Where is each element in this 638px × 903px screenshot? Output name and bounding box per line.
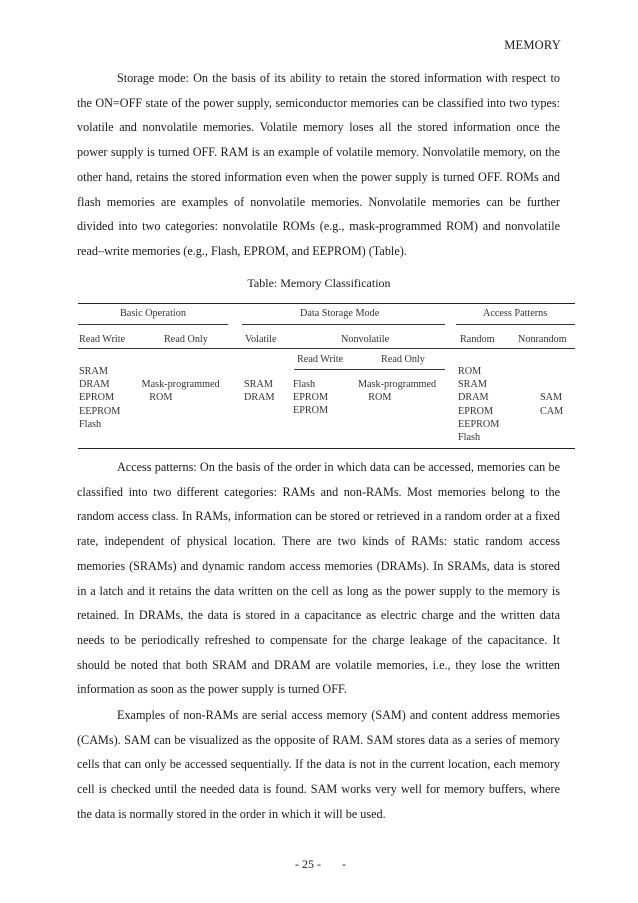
- subcol-nv-read-write: Read Write: [297, 354, 344, 365]
- cell-random: ROM SRAM DRAM EPROM EEPROM Flash: [458, 366, 500, 444]
- cell-read-only: Mask-programmed ROM: [141, 379, 220, 404]
- cell-nonrandom: SAM CAM: [540, 392, 564, 417]
- page-footer-suffix: -: [342, 857, 346, 871]
- table-bottom-rule: [78, 448, 575, 449]
- paragraph-storage-mode: Storage mode: On the basis of its ability to retain the stored information with respect to the ON=OFF state of the power supply, semiconductor memories can be classified into two types: volatile and nonvolatile memories. Volatile memory loses all the stored information once the power supply is turned OFF. RAM is an example of volatile memory. Nonvolatile memory, on the other hand, retains the stored information even when the power supply is turned OFF. ROMs and flash memories are examples of nonvolatile memories. Nonvolatile memories can be further divided into two categories: nonvolatile ROMs (e.g., mask-programmed ROM) and nonvolatile read–write memories (e.g., Flash, EPROM, and EEPROM) (Table).: [77, 71, 560, 258]
- col-nonrandom: Nonrandom: [518, 334, 567, 345]
- page-footer: [295, 857, 346, 872]
- group-access-patterns: Access Patterns: [483, 308, 548, 319]
- rule-access-patterns: [456, 324, 575, 325]
- cell-nv-read-write: Flash EPROM EPROM: [293, 379, 329, 417]
- table-caption: Table: Memory Classification: [247, 276, 391, 290]
- running-header: MEMORY: [504, 38, 561, 52]
- col-random: Random: [460, 334, 495, 345]
- header-rule: [78, 348, 575, 349]
- col-read-only: Read Only: [164, 334, 208, 345]
- paragraph-access-patterns: Access patterns: On the basis of the order in which data can be accessed, memories can be classified into two different categories: RAMs and non-RAMs. Most memories belong to the random access class. In RAMs, information can be stored or retrieved in a random order at a fixed rate, independent of physical location. There are two kinds of RAMs: static random access memories (SRAMs) and dynamic random access memories (DRAMs). In SRAMs, data is stored in a latch and it retains the data written on the cell as long as the power supply to the memory is retained. In DRAMs, the data is stored in a capacitance as electric charge and the written data needs to be periodically refreshed to compensate for the charge leakage of the capacitance. It should be noted that both SRAM and DRAM are volatile memories, i.e., they lose the written information as soon as the power supply is turned OFF.: [77, 460, 560, 697]
- col-volatile: Volatile: [245, 334, 277, 345]
- group-data-storage-mode: Data Storage Mode: [300, 308, 380, 319]
- cell-volatile: SRAM DRAM: [244, 379, 275, 404]
- group-basic-operation: Basic Operation: [120, 308, 186, 319]
- subcol-nv-read-only: Read Only: [381, 354, 425, 365]
- cell-nv-read-only: Mask-programmed ROM: [358, 379, 437, 404]
- col-read-write: Read Write: [79, 334, 126, 345]
- memory-classification-table: [78, 302, 575, 444]
- table-top-rule: [78, 303, 575, 304]
- rule-data-storage-mode: [242, 324, 445, 325]
- rule-nv-read-only: [360, 369, 445, 370]
- rule-nv-read-write: [294, 369, 360, 370]
- col-nonvolatile: Nonvolatile: [341, 334, 390, 345]
- paragraph-non-rams: Examples of non-RAMs are serial access memory (SAM) and content address memories (CAMs). SAM can be visualized as the opposite of RAM. SAM stores data as a series of memory cells that can only be accessed sequentially. If the data is not in the current location, each memory cell is checked until the needed data is found. SAM works very well for memory buffers, where the data is normally stored in the order in which it will be used.: [77, 708, 560, 821]
- rule-basic-operation: [78, 324, 228, 325]
- cell-read-write: SRAM DRAM EPROM EEPROM Flash: [79, 366, 121, 430]
- page-number: - 25 -: [295, 857, 321, 871]
